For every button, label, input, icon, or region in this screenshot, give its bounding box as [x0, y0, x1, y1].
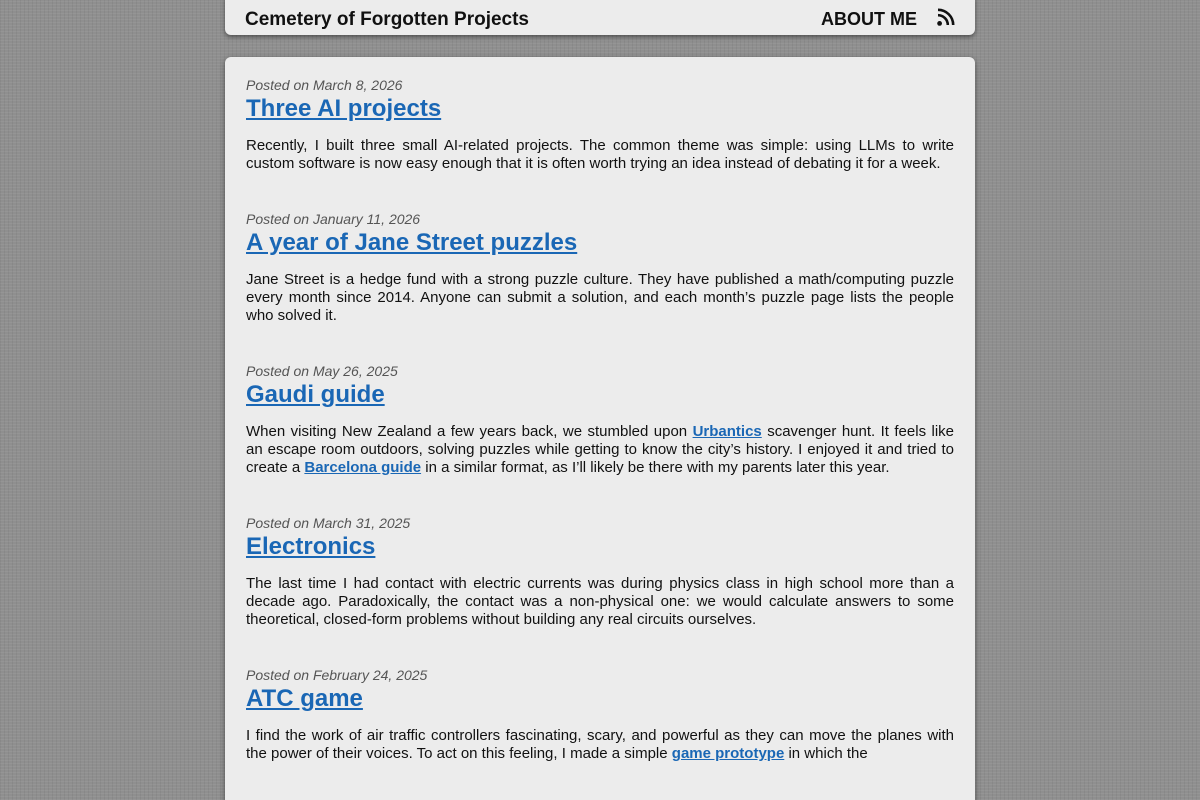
site-title-link[interactable]: Cemetery of Forgotten Projects [245, 9, 529, 30]
game-prototype-link[interactable]: game prototype [671, 745, 785, 762]
post-excerpt [246, 575, 954, 629]
post-date: Posted on March 8, 2026 [246, 77, 403, 93]
post-excerpt [246, 137, 954, 173]
post-excerpt-text: in a similar format, as I’ll likely be there with my parents later this year. [421, 459, 890, 476]
post-excerpt [246, 423, 954, 477]
post-date: Posted on January 11, 2026 [246, 211, 421, 227]
urbantics-link[interactable]: Urbantics [692, 423, 762, 440]
post-title-link[interactable]: Electronics [246, 533, 376, 560]
post-date: Posted on May 26, 2025 [246, 363, 398, 379]
post-excerpt [246, 727, 954, 763]
post-item [246, 666, 954, 763]
post-item [246, 76, 954, 173]
post-excerpt-text: in which the [784, 745, 868, 762]
site-header [225, 0, 975, 35]
post-excerpt-text: When visiting New Zealand a few years back, we stumbled upon [246, 423, 693, 440]
post-excerpt-text: scavenger hunt. It feels like an escape room outdoors, solving puzzles while getting to know the city’s history. I enjoyed it and tried to create a [246, 423, 954, 476]
post-excerpt-text: I find the work of air traffic controllers fascinating, scary, and powerful as they can move the planes with the power of their voices. To act on this feeling, I made a simple [246, 727, 954, 762]
post-excerpt-text: Jane Street is a hedge fund with a strong puzzle culture. They have published a math/computing puzzle every month since 2014. Anyone can submit a solution, and each month’s puzzle page lists the people who solved it. [246, 271, 954, 324]
post-excerpt-text: The last time I had contact with electric currents was during physics class in high school more than a decade ago. Paradoxically, the contact was a non-physical one: we would calculate answers to some theoretical, closed-form problems without building any real circuits ourselves. [246, 575, 954, 628]
post-excerpt [246, 271, 954, 325]
post-title-link[interactable]: A year of Jane Street puzzles [246, 229, 578, 256]
barcelona-guide-link[interactable]: Barcelona guide [304, 459, 422, 476]
post-item [246, 362, 954, 477]
post-date: Posted on March 31, 2025 [246, 515, 411, 531]
post-title-link[interactable]: Three AI projects [246, 95, 442, 122]
about-me-link[interactable]: ABOUT ME [821, 9, 917, 29]
post-item [246, 210, 954, 325]
post-excerpt-text: Recently, I built three small AI-related projects. The common theme was simple: using LLMs to write custom software is now easy enough that it is often worth trying an idea instead of debating it for a week. [246, 137, 954, 172]
rss-icon-graphic [937, 8, 955, 26]
posts-panel [225, 57, 975, 800]
post-title-link[interactable]: Gaudi guide [246, 381, 385, 408]
post-title-link[interactable]: ATC game [246, 685, 363, 712]
post-item [246, 514, 954, 629]
rss-icon[interactable] [937, 8, 955, 26]
post-date: Posted on February 24, 2025 [246, 667, 428, 683]
